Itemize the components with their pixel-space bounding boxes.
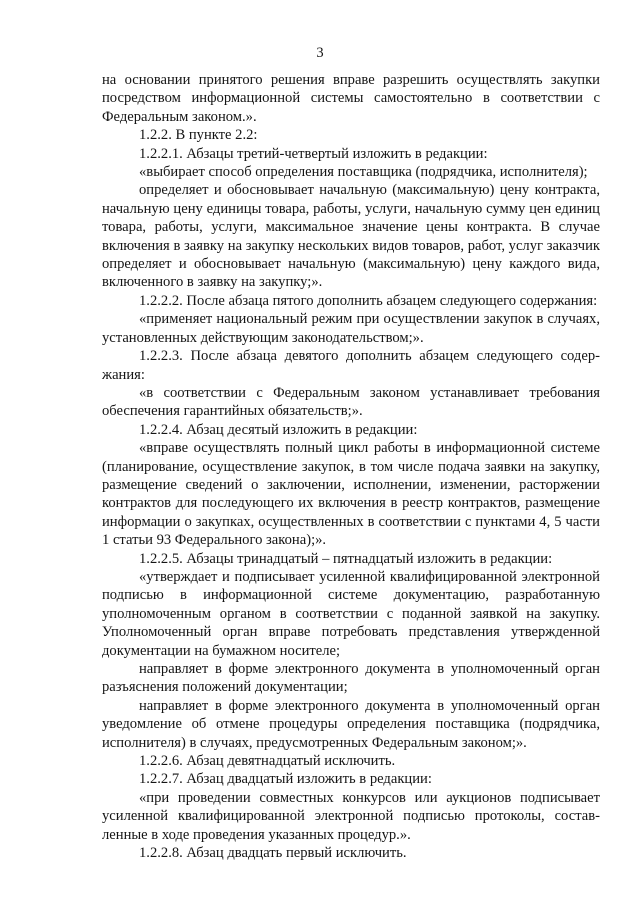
paragraph: 1.2.2.8. Абзац двадцать первый исключить. (139, 845, 407, 862)
paragraph: 1.2.2.3. После абзаца девятого дополнить абзацем следующего содержания: (102, 348, 600, 383)
paragraph: 1.2.2.7. Абзац двадцатый изложить в редакции: (139, 771, 432, 788)
paragraph: «при проведении совместных конкурсов или аукционов подписывает усиленной квалифицированной электронной подписью протоколы, составленные в ходе проведения указанных процедур.». (102, 789, 600, 843)
paragraph: направляет в форме электронного документа в уполномоченный орган разъяснения положений документации; (102, 661, 600, 696)
paragraph: «в соответствии с Федеральным законом устанавливает требования обеспечения гарантийных обязательств;». (102, 384, 600, 420)
paragraph: 1.2.2.5. Абзацы тринадцатый – пятнадцатый изложить в редакции: (139, 550, 553, 567)
paragraph: 1.2.2.1. Абзацы третий-четвертый изложить в редакции: (139, 145, 488, 162)
paragraph: «утверждает и подписывает усиленной квалифицированной электронной подписью в информационной системе документацию, разработанную уполномоченным органом в соответствии с поданной заявкой на закупку. Уполномоченный орган вправе потребовать представления утвержденной документации на бумажном носителе; (102, 568, 600, 659)
document-body (102, 71, 600, 862)
paragraph: на основании принятого решения вправе разрешить осуществлять закупки посредством информационной системы самостоятельно в соответствии с Федеральным законом.». (102, 72, 600, 125)
page-number: 3 (316, 45, 324, 61)
paragraph: направляет в форме электронного документа в уполномоченный орган уведомление об отмене процедуры определения поставщика (подрядчика, исполнителя) в случаях, предусмотренных Федеральным законом;». (102, 697, 600, 751)
paragraph: «применяет национальный режим при осуществлении закупок в случаях, установленных действующим законодательством;». (102, 311, 600, 346)
paragraph: 1.2.2.4. Абзац десятый изложить в редакции: (139, 421, 418, 438)
paragraph: 1.2.2. В пункте 2.2: (139, 127, 258, 144)
paragraph: 1.2.2.2. После абзаца пятого дополнить абзацем следующего содержания: (139, 292, 598, 309)
paragraph: 1.2.2.6. Абзац девятнадцатый исключить. (139, 753, 396, 770)
paragraph: «вправе осуществлять полный цикл работы в информационной системе (планирование, осуществление закупок, в том числе подача заявки на закупку, размещение сведений о заключении, исполнении, изменении, расторжении контрактов для последующего их включения в реестр контрактов, размещение информации о закупках, осуществленных в соответствии с пунктами 4, 5 части 1 статьи 93 Федерального закона);». (102, 440, 600, 549)
paragraph: определяет и обосновывает начальную (максимальную) цену контракта, начальную цену единицы товара, работы, услуги, начальную сумму цен единиц товара, работы, услуги, максимальное значение цены контракта. В случае включения в заявку на закупку нескольких видов товаров, работ, услуг заказчик определяет и обосновывает начальную (максимальную) цену каждого вида, включенного в заявку на закупку;». (102, 182, 600, 291)
paragraph: «выбирает способ определения поставщика (подрядчика, исполнителя); (139, 164, 588, 181)
